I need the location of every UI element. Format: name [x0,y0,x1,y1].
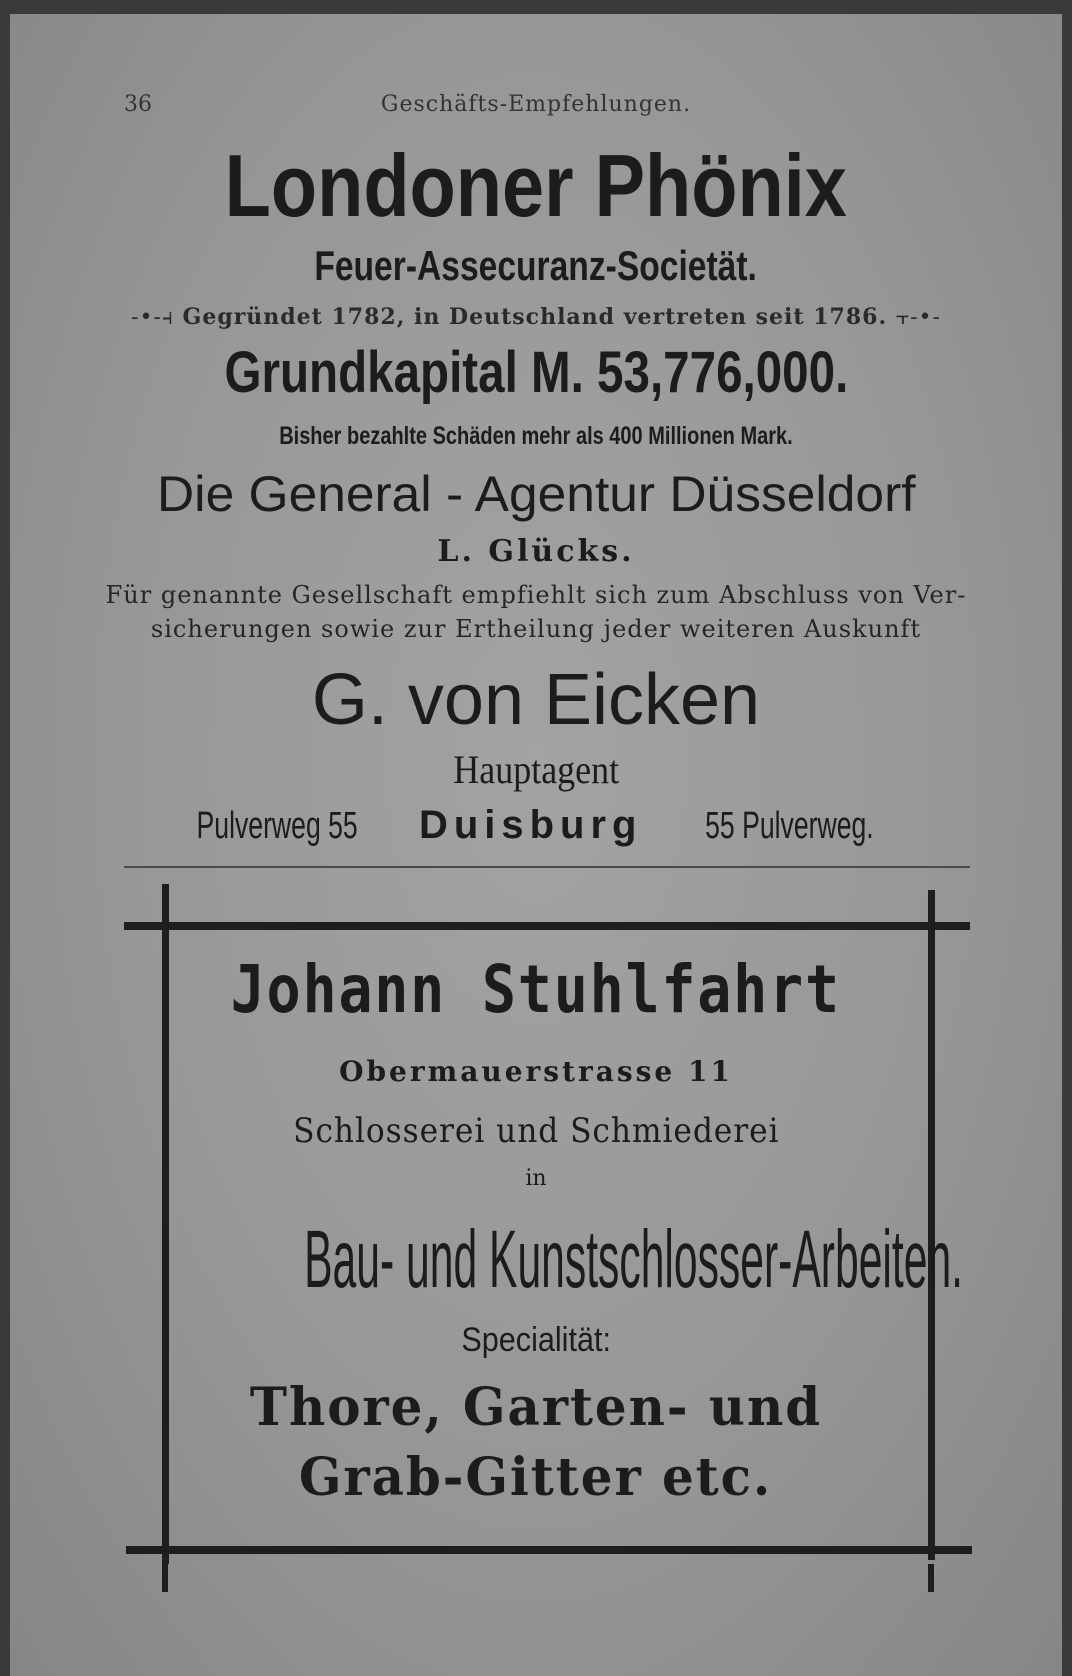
products-line-1: Thore, Garten- und [249,1377,823,1438]
recommendation-text [0,578,1072,646]
frame-bottom-rule [126,1546,972,1554]
ad-title: Londoner Phönix [224,136,848,235]
business-name: Johann Stuhlfahrt [230,951,842,1028]
address-line [0,800,1072,851]
business-street: Obermauerstrasse 11 [339,1055,733,1088]
business-works: Bau- und Kunstschlosser-Arbeiten. [304,1214,964,1305]
ornament-left-icon: -•-⫞ [131,305,174,330]
frame-right-tick-bottom [928,1564,934,1592]
frame-left-tick-bottom [162,1564,168,1592]
agent-role: Hauptagent [453,747,619,792]
agent-firm: L. Glücks. [437,534,635,569]
address-left: Pulverweg 55 [196,805,358,847]
ad-subtitle: Feuer-Assecuranz-Societät. [314,242,758,289]
founding-line [0,302,1072,333]
page-number: 36 [124,92,152,117]
page-header [0,80,1072,120]
agency-line: Die General - Agentur Düsseldorf [156,466,916,522]
recommendation-line-2: sicherungen sowie zur Ertheilung jeder weiteren Auskunft [150,615,922,643]
recommendation-line-1: Für genannte Gesellschaft empfiehlt sich zum Abschluss von Ver- [105,581,967,609]
capital-line: Grundkapital M. 53,776,000. [224,340,848,405]
ornament-right-icon: ⫟-•- [895,305,941,330]
products-line-2: Grab-Gitter etc. [299,1447,773,1508]
running-head: Geschäfts-Empfehlungen. [380,92,692,117]
frame-top-rule [124,922,970,930]
damages-line: Bisher bezahlte Schäden mehr als 400 Millionen Mark. [279,422,793,450]
address-right: 55 Pulverweg. [705,805,874,847]
specialty-label: Specialität: [461,1321,611,1359]
agent-name: G. von Eicken [311,660,761,740]
address-city: Duisburg [418,803,643,847]
founding-text: Gegründet 1782, in Deutschland vertreten seit 1786. [182,304,888,330]
business-trade: Schlosserei und Schmiederei [292,1111,780,1151]
section-divider [124,866,970,868]
business-in: in [525,1166,547,1191]
